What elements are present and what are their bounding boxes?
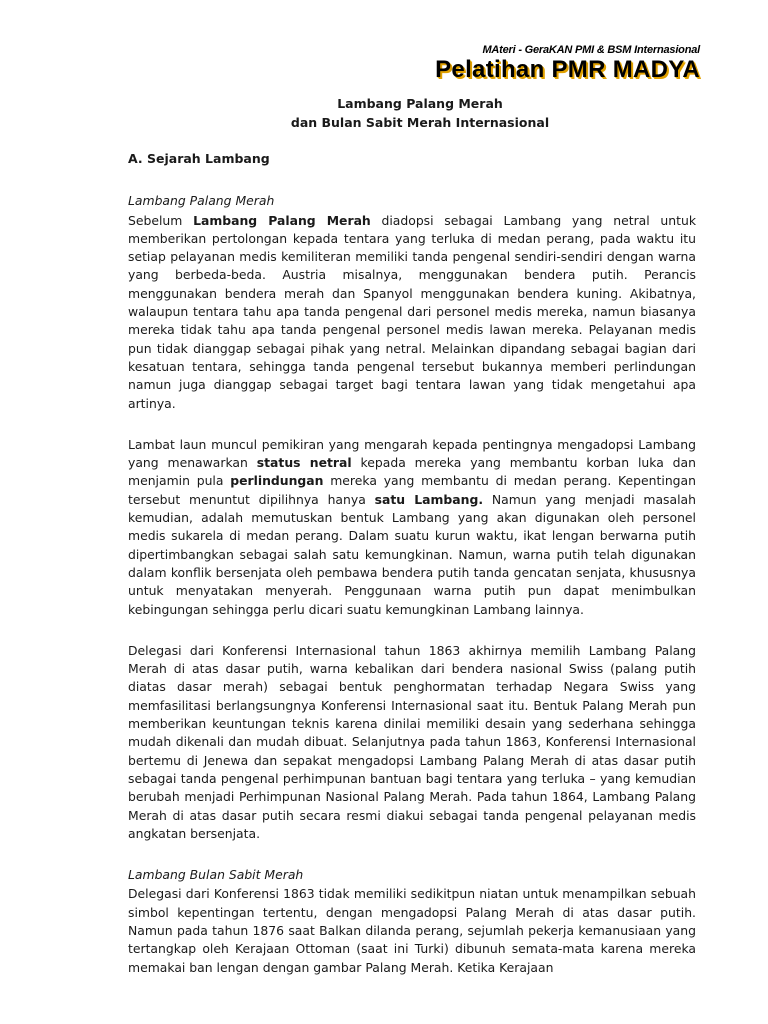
paragraph-1	[128, 212, 696, 413]
title-line-2: dan Bulan Sabit Merah Internasional	[290, 115, 550, 130]
p1-text-2: diadopsi sebagai Lambang yang netral untuk memberikan pertolongan kepada tentara yang terluka di medan perang, pada waktu itu setiap pelayanan medis kemiliteran memiliki tanda pengenal sendiri-sendiri dengan warna yang berbeda-beda. Austria misalnya, menggunakan bendera putih. Perancis menggunakan bendera merah dan Spanyol menggunakan bendera kuning. Akibatnya, walaupun tentara tahu apa tanda pengenal dari personel medis mereka, namun biasanya mereka tidak tahu apa tanda pengenal personel medis lawan mereka. Pelayanan medis pun tidak dianggap sebagai pihak yang netral. Melainkan dipandang sebagai bagian dari kesatuan tentara, sehingga tanda pengenal tersebut bukannya memberi perlindungan namun juga dianggap sebagai target bagi tentara lawan yang tidak mengetahui apa artinya.	[128, 212, 697, 411]
p2-text-3: mereka yang membantu di medan perang. Kepentingan tersebut menuntut dipilihnya hanya	[128, 473, 696, 507]
p2-bold-1: status netral	[256, 455, 352, 471]
document-title	[0, 94, 768, 132]
header-subtitle: MAteri - GeraKAN PMI & BSM Internasional	[482, 44, 700, 56]
p2-bold-2: perlindungan	[230, 473, 324, 489]
subheading-bulan-sabit: Lambang Bulan Sabit Merah	[128, 867, 304, 883]
title-line-1: Lambang Palang Merah	[337, 96, 503, 111]
spacer	[128, 413, 696, 436]
section-heading-a: A. Sejarah Lambang	[128, 151, 270, 166]
page-header	[435, 44, 700, 83]
p2-text-1: Lambat laun muncul pemikiran yang mengarah kepada pentingnya mengadopsi Lambang yang menawarkan	[128, 436, 696, 471]
document-body	[128, 150, 696, 977]
p1-bold-1: Lambang Palang Merah	[193, 212, 371, 228]
p2-text-2: kepada mereka yang membantu korban luka dan menjamin pula	[128, 455, 696, 489]
spacer	[128, 843, 696, 866]
p2-bold-3: satu Lambang.	[374, 491, 484, 507]
paragraph-4: Delegasi dari Konferensi 1863 tidak memiliki sedikitpun niatan untuk menampilkan sebuah simbol kepentingan tertentu, dengan mengadopsi Palang Merah di atas dasar putih. Namun pada tahun 1876 saat Balkan dilanda perang, sejumlah pekerja kemanusiaan yang tertangkap oleh Kerajaan Ottoman (saat ini Turki) dibunuh semata-mata karena mereka memakai ban lengan dengan gambar Palang Merah. Ketika Kerajaan	[128, 886, 696, 975]
header-title: Pelatihan PMR MADYA	[435, 56, 700, 83]
paragraph-2	[128, 436, 696, 619]
p2-text-4: Namun yang menjadi masalah kemudian, adalah memutuskan bentuk Lambang yang akan digunakan oleh personel medis sukarela di medan perang. Dalam suatu kurun waktu, ikat lengan berwarna putih dipertimbangkan sebagai salah satu kemungkinan. Namun, warna putih telah digunakan dalam konflik bersenjata oleh pembawa bendera putih tanda gencatan senjata, khususnya untuk menyatakan menyerah. Penggunaan warna putih pun dapat menimbulkan kebingungan sehingga perlu dicari suatu kemungkinan Lambang lainnya.	[128, 491, 696, 617]
p1-text-1: Sebelum	[128, 212, 194, 228]
subheading-palang-merah: Lambang Palang Merah	[128, 193, 275, 209]
paragraph-3: Delegasi dari Konferensi Internasional tahun 1863 akhirnya memilih Lambang Palang Merah di atas dasar putih, warna kebalikan dari bendera nasional Swiss (palang putih diatas dasar merah) sebagai bentuk penghormatan terhadap Negara Swiss yang memfasilitasi berlangsungnya Konferensi Internasional saat itu. Bentuk Palang Merah pun memberikan keuntungan teknis karena dinilai memiliki desain yang sederhana sehingga mudah dikenali dan mudah dibuat. Selanjutnya pada tahun 1863, Konferensi Internasional bertemu di Jenewa dan sepakat mengadopsi Lambang Palang Merah di atas dasar putih sebagai tanda pengenal perhimpunan bantuan bagi tentara yang terluka – yang kemudian berubah menjadi Perhimpunan Nasional Palang Merah. Pada tahun 1864, Lambang Palang Merah di atas dasar putih secara resmi diakui sebagai tanda pengenal pelayanan medis angkatan bersenjata.	[128, 642, 696, 841]
spacer	[128, 619, 696, 642]
